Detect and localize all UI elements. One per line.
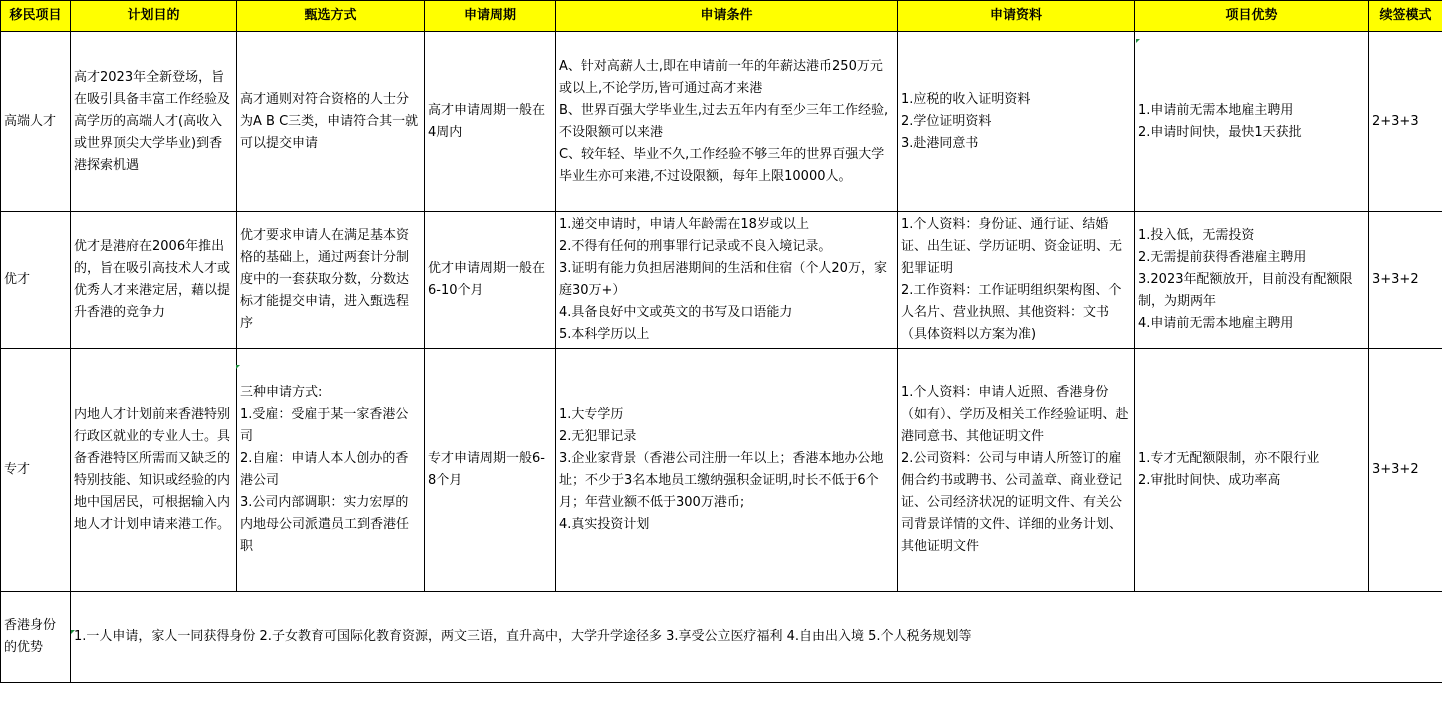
- cell-conditions[interactable]: [556, 349, 898, 592]
- advantage-line: 1.投入低，无需投资: [1138, 228, 1255, 243]
- material-line: 3.赴港同意书: [901, 135, 979, 151]
- selection-line: 3.公司内部调职：实力宏厚的内地母公司派遣员工到香港任职: [240, 495, 410, 554]
- cell-purpose[interactable]: [71, 212, 237, 349]
- cell-conditions[interactable]: [556, 32, 898, 212]
- advantage-line: 2.无需提前获得香港雇主聘用: [1138, 250, 1307, 265]
- material-line: 2.工作资料：工作证明组织架构图、个人名片、营业执照、其他资料：文书（具体资料以方案为准): [901, 283, 1122, 342]
- header-row: [1, 1, 1442, 32]
- cell-advantages[interactable]: [1135, 212, 1369, 349]
- table-row-quality-talent: [1, 212, 1442, 349]
- header-cell-renewal[interactable]: 续签模式: [1369, 1, 1442, 32]
- cell-conditions[interactable]: [556, 212, 898, 349]
- cell-period[interactable]: 优才申请周期一般在6-10个月: [425, 212, 556, 349]
- cell-footer-label[interactable]: 香港身份的优势: [1, 592, 71, 683]
- advantage-line: 1.专才无配额限制，亦不限行业: [1138, 451, 1320, 466]
- condition-line: C、较年轻、毕业不久,工作经验不够三年的世界百强大学毕业生亦可来港,不过设限额，每年上限10000人。: [559, 146, 885, 184]
- header-cell-selection[interactable]: 甄选方式: [237, 1, 425, 32]
- condition-line: 4.具备良好中文或英文的书写及口语能力: [559, 305, 793, 320]
- cell-marker-icon: [1136, 39, 1140, 43]
- advantage-line: 3.2023年配额放开，目前没有配额限制，为期两年: [1138, 272, 1353, 309]
- cell-marker-icon: [236, 365, 240, 369]
- cell-period[interactable]: 高才申请周期一般在4周内: [425, 32, 556, 212]
- header-cell-project[interactable]: 移民项目: [1, 1, 71, 32]
- cell-footer-text[interactable]: 1.一人申请，家人一同获得身份 2.子女教育可国际化教育资源，两文三语，直升高中，大学升学途径多 3.享受公立医疗福利 4.自由出入境 5.个人税务规划等: [71, 592, 1442, 683]
- condition-line: 4.真实投资计划: [559, 517, 650, 532]
- cell-selection[interactable]: [237, 212, 425, 349]
- table-row-high-end-talent: [1, 32, 1442, 212]
- condition-line: 2.不得有任何的刑事罪行记录或不良入境记录。: [559, 239, 832, 254]
- cell-advantages[interactable]: [1135, 32, 1369, 212]
- purpose-text: 高才2023年全新登场，旨在吸引具备丰富工作经验及高学历的高端人才(高收入或世界顶尖大学毕业)到香港探索机遇: [74, 69, 231, 173]
- material-line: 2.学位证明资料: [901, 113, 992, 129]
- header-cell-advantages[interactable]: 项目优势: [1135, 1, 1369, 32]
- material-line: 1.应税的收入证明资料: [901, 91, 1031, 107]
- cell-marker-icon: [71, 630, 75, 634]
- cell-project-name[interactable]: 优才: [1, 212, 71, 349]
- cell-materials[interactable]: [898, 212, 1135, 349]
- condition-line: 2.无犯罪记录: [559, 429, 637, 444]
- selection-line: 1.受雇：受雇于某一家香港公司: [240, 407, 409, 444]
- cell-period[interactable]: 专才申请周期一般6-8个月: [425, 349, 556, 592]
- selection-line: 三种申请方式:: [240, 385, 323, 400]
- header-cell-period[interactable]: 申请周期: [425, 1, 556, 32]
- cell-purpose[interactable]: [71, 32, 237, 212]
- advantage-line: 2.申请时间快，最快1天获批: [1138, 124, 1302, 140]
- material-line: 2.公司资料：公司与申请人所签订的雇佣合约书或聘书、公司盖章、商业登记证、公司经济状况的证明文件、有关公司背景详情的文件、详细的业务计划、其他证明文件: [901, 451, 1123, 554]
- table-row-hk-identity-advantages: [1, 592, 1442, 683]
- cell-advantages[interactable]: [1135, 349, 1369, 592]
- condition-line: 1.递交申请时，申请人年龄需在18岁或以上: [559, 217, 809, 232]
- material-line: 1.个人资料：申请人近照、香港身份（如有）、学历及相关工作经验证明、赴港同意书、其他证明文件: [901, 385, 1129, 444]
- header-cell-conditions[interactable]: 申请条件: [556, 1, 898, 32]
- cell-selection[interactable]: [237, 349, 425, 592]
- selection-line: 2.自雇：申请人本人创办的香港公司: [240, 451, 409, 488]
- purpose-text: 内地人才计划前来香港特别行政区就业的专业人士。具备香港特区所需而又缺乏的特别技能、知识或经验的内地中国居民，可根据输入内地人才计划申请来港工作。: [74, 407, 231, 532]
- cell-renewal[interactable]: 3+3+2: [1369, 212, 1442, 349]
- advantage-line: 2.审批时间快、成功率高: [1138, 473, 1281, 488]
- condition-line: 5.本科学历以上: [559, 327, 650, 342]
- advantage-line: 4.申请前无需本地雇主聘用: [1138, 316, 1294, 331]
- advantage-line: 1.申请前无需本地雇主聘用: [1138, 102, 1294, 118]
- selection-text: 高才通则对符合资格的人士分为A B C三类，申请符合其一就可以提交申请: [240, 91, 419, 151]
- condition-line: 3.证明有能力负担居港期间的生活和住宿（个人20万，家庭30万+）: [559, 261, 887, 298]
- cell-materials[interactable]: [898, 349, 1135, 592]
- header-cell-purpose[interactable]: 计划目的: [71, 1, 237, 32]
- material-line: 1.个人资料：身份证、通行证、结婚证、出生证、学历证明、资金证明、无犯罪证明: [901, 217, 1123, 276]
- cell-renewal[interactable]: 3+3+2: [1369, 349, 1442, 592]
- cell-materials[interactable]: [898, 32, 1135, 212]
- condition-line: A、针对高薪人士,即在申请前一年的年薪达港币250万元或以上,不论学历,皆可通过高才来港: [559, 58, 883, 96]
- condition-line: 3.企业家背景（香港公司注册一年以上；香港本地办公地址；不少于3名本地员工缴纳强积金证明,时长不低于6个月；年营业额不低于300万港币;: [559, 451, 884, 510]
- cell-renewal[interactable]: 2+3+3: [1369, 32, 1442, 212]
- header-cell-materials[interactable]: 申请资料: [898, 1, 1135, 32]
- table-row-professional-talent: [1, 349, 1442, 592]
- condition-line: 1.大专学历: [559, 407, 624, 422]
- condition-line: B、世界百强大学毕业生,过去五年内有至少三年工作经验,不设限额可以来港: [559, 102, 889, 140]
- selection-text: 优才要求申请人在满足基本资格的基础上，通过两套计分制度中的一套获取分数，分数达标才能提交申请，进入甄选程序: [240, 228, 410, 331]
- cell-selection[interactable]: [237, 32, 425, 212]
- cell-purpose[interactable]: [71, 349, 237, 592]
- cell-project-name[interactable]: 专才: [1, 349, 71, 592]
- cell-project-name[interactable]: 高端人才: [1, 32, 71, 212]
- purpose-text: 优才是港府在2006年推出的，旨在吸引高技术人才或优秀人才来港定居，藉以提升香港的竞争力: [74, 239, 231, 320]
